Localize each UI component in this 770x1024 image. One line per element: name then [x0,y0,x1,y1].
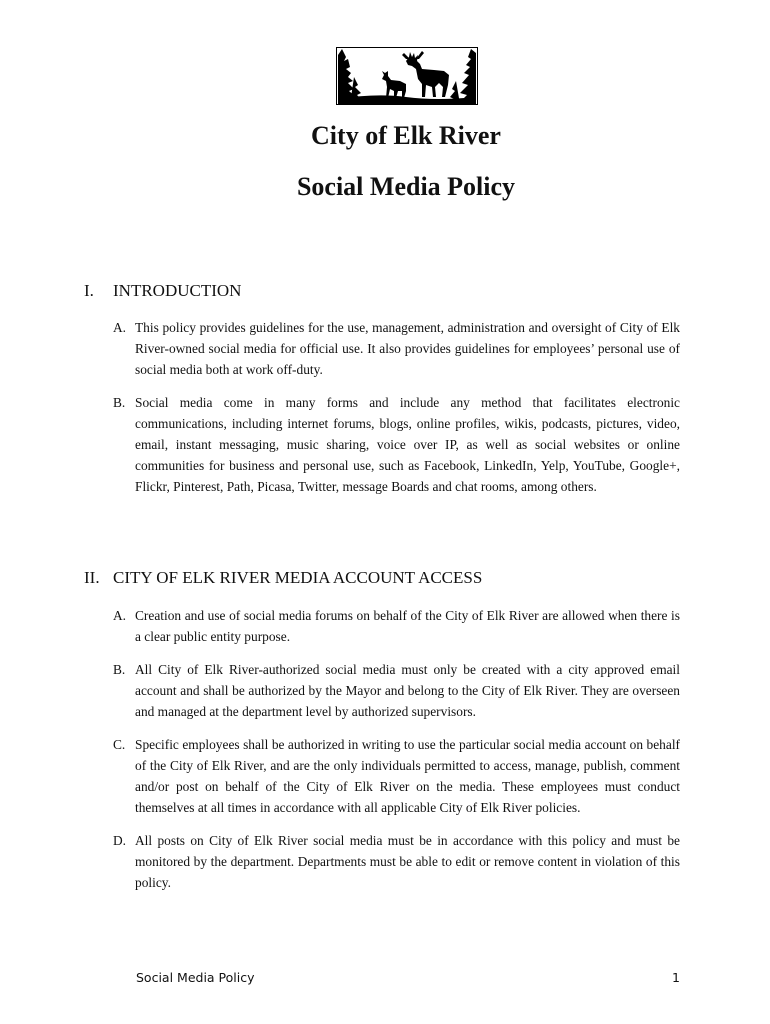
item-letter: C. [113,737,126,752]
item-letter: A. [113,320,127,335]
list-item [113,605,680,647]
list-item [113,659,680,722]
list-item [113,734,680,818]
section-title: INTRODUCTION [113,281,242,300]
document-title: City of Elk River [311,121,501,150]
item-text: Specific employees shall be authorized in writing to use the particular social media account on behalf of the City of Elk River, and are the only individuals permitted to access, manage, publish, comment and/or post on behalf of the City of Elk River on the media. These employees must conduct themselves at all times in accordance with all applicable City of Elk River policies. [135,737,680,815]
item-letter: D. [113,833,127,848]
item-text: All posts on City of Elk River social media must be in accordance with this policy and must be monitored by the department. Departments must be able to edit or remove content in violation of this policy. [135,833,680,890]
footer-title: Social Media Policy [136,970,255,985]
page-footer [136,970,680,985]
section-title: CITY OF ELK RIVER MEDIA ACCOUNT ACCESS [113,568,483,587]
page-number: 1 [672,970,680,985]
deer-logo [336,47,478,105]
list-item [113,830,680,893]
item-text: All City of Elk River-authorized social media must only be created with a city approved email account and shall be authorized by the Mayor and belong to the City of Elk River. They are overseen and managed at the department level by authorized supervisors. [135,662,680,719]
item-letter: B. [113,395,126,410]
section-introduction [84,281,680,497]
section-heading [84,568,680,592]
section-account-access [84,568,680,893]
item-letter: A. [113,608,127,623]
item-text: Creation and use of social media forums on behalf of the City of Elk River are allowed when there is a clear public entity purpose. [135,608,680,644]
section-number: II. [84,568,100,587]
item-text: Social media come in many forms and include any method that facilitates electronic communications, including internet forums, blogs, online profiles, wikis, podcasts, pictures, video, email, instant messaging, music sharing, voice over IP, as well as social websites or online communities for business and personal use, such as Facebook, LinkedIn, Yelp, YouTube, Google+, Flickr, Pinterest, Path, Picasa, Twitter, message Boards and chat rooms, among others. [135,395,680,494]
section-number: I. [84,281,94,300]
list-item [113,392,680,497]
list-item [113,317,680,380]
document-subtitle: Social Media Policy [296,172,516,201]
item-letter: B. [113,662,126,677]
section-heading [84,281,680,305]
item-text: This policy provides guidelines for the use, management, administration and oversight of City of Elk River-owned social media for official use. It also provides guidelines for employees’ personal use of social media both at work off-duty. [135,320,680,377]
